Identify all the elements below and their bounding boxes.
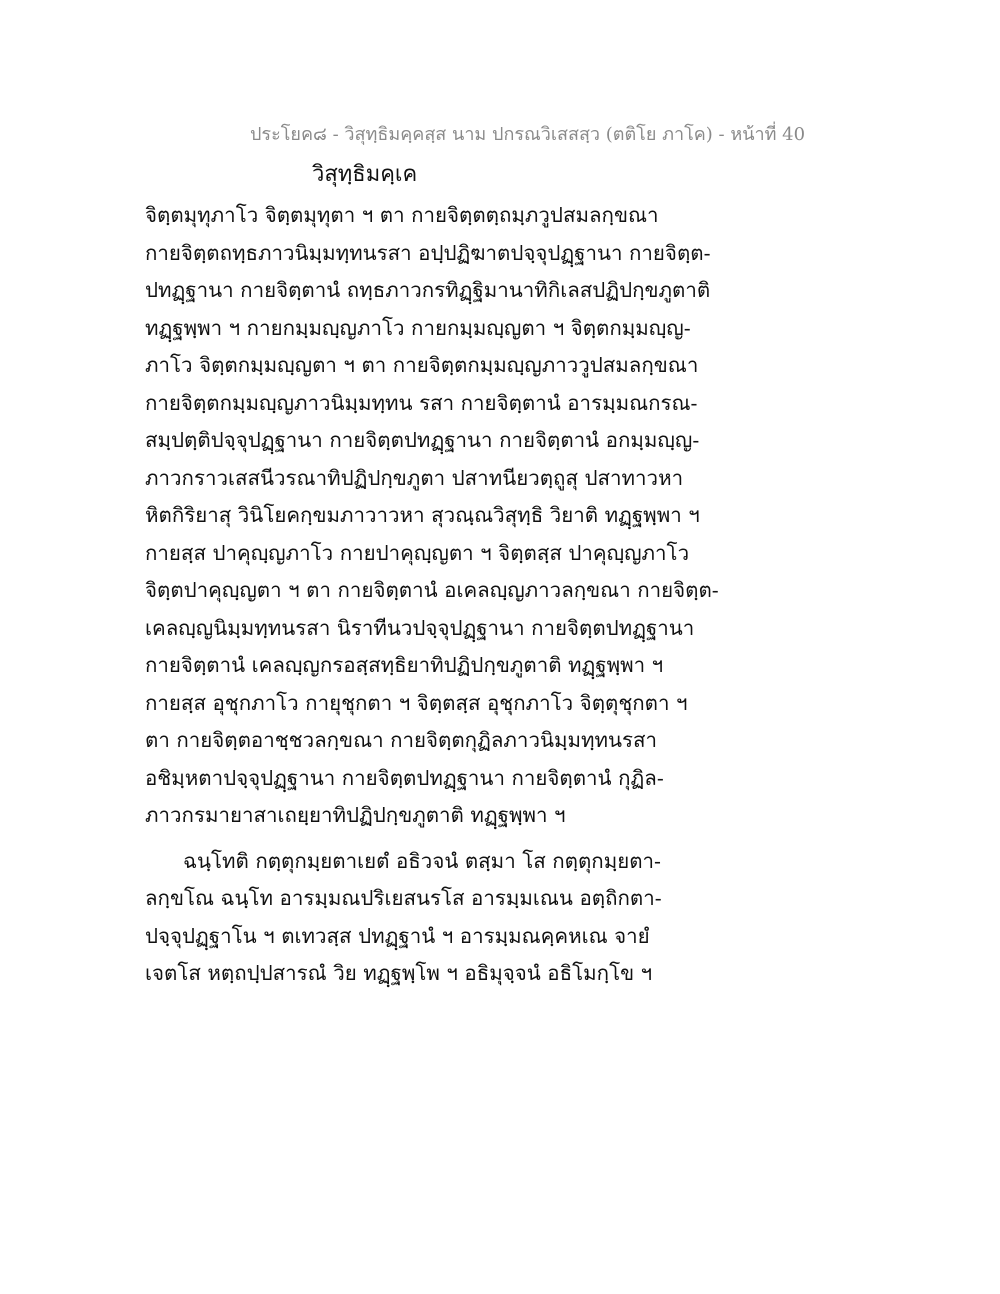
text-line: กายสฺส ปาคุญฺญภาโว กายปาคุญฺญตา ฯ จิตฺตสฺส ปาคุญฺญภาโว bbox=[145, 540, 690, 565]
text-line: ภาวกรมายาสาเถยฺยาทิปฏิปกฺขภูตาติ ทฏฺฐพฺพา ฯ bbox=[145, 803, 566, 827]
text-line: ฉนฺโทติ กตฺตุกมฺยตาเยตํ อธิวจนํ ตสฺมา โส กตฺตุกมฺยตา- bbox=[183, 848, 661, 873]
text-line: ปทฏฺฐานา กายจิตฺตานํ ถทฺธภาวกรทิฏฺฐิมานาทิกิเลสปฏิปกฺขภูตาติ bbox=[145, 278, 711, 302]
text-line: ตา กายจิตฺตอาชฺชวลกฺขณา กายจิตฺตกุฏิลภาวนิมฺมทฺทนรสา bbox=[145, 728, 658, 752]
section-title: วิสุทฺธิมคฺเค bbox=[312, 162, 418, 187]
text-line: ลกฺขโณ ฉนฺโท อารมฺมณปริเยสนรโส อารมฺมเณน อตฺถิกตา- bbox=[145, 886, 662, 910]
text-line: กายจิตฺตถทฺธภาวนิมฺมทฺทนรสา อปฺปฏิฆาตปจฺจุปฏฺฐานา กายจิตฺต- bbox=[145, 240, 711, 265]
text-line: ภาวกราวเสสนีวรณาทิปฏิปกฺขภูตา ปสาทนียวตฺถูสุ ปสาทาวหา bbox=[145, 465, 684, 490]
text-line: ปจฺจุปฏฺฐาโน ฯ ตเทวสฺส ปทฏฺฐานํ ฯ อารมฺมณคฺคหเณ จายํ bbox=[145, 923, 650, 948]
text-line: จิตฺตปาคุญฺญตา ฯ ตา กายจิตฺตานํ อเคลญฺญภาวลกฺขณา กายจิตฺต- bbox=[145, 578, 719, 602]
text-line: เคลญฺญนิมฺมทฺทนรสา นิราทีนวปจฺจุปฏฺฐานา กายจิตฺตปทฏฺฐานา bbox=[145, 615, 695, 640]
body-text bbox=[145, 197, 719, 993]
text-line: กายสฺส อุชุกภาโว กายุชุกตา ฯ จิตฺตสฺส อุชุกภาโว จิตฺตุชุกตา ฯ bbox=[145, 690, 688, 715]
text-line: หิตกิริยาสุ วินิโยคกฺขมภาวาวหา สุวณฺณวิสุทฺธิ วิยาติ ทฏฺฐพฺพา ฯ bbox=[145, 503, 700, 527]
text-line: ภาโว จิตฺตกมฺมญฺญตา ฯ ตา กายจิตฺตกมฺมญฺญภาววูปสมลกฺขณา bbox=[145, 353, 699, 377]
text-line: สมฺปตฺติปจฺจุปฏฺฐานา กายจิตฺตปทฏฺฐานา กายจิตฺตานํ อกมฺมญฺญ- bbox=[145, 428, 700, 452]
paragraph-1 bbox=[145, 197, 719, 835]
text-line: เจตโส หตฺถปฺปสารณํ วิย ทฏฺฐพฺโพ ฯ อธิมุจฺจนํ อธิโมกฺโข ฯ bbox=[145, 961, 653, 985]
text-line: จิตฺตมุทุภาโว จิตฺตมุทุตา ฯ ตา กายจิตฺตตฺถมฺภวูปสมลกฺขณา bbox=[145, 203, 659, 227]
paragraph-2 bbox=[145, 843, 685, 993]
text-line: กายจิตฺตกมฺมญฺญภาวนิมฺมทฺทน รสา กายจิตฺตานํ อารมฺมณกรณ- bbox=[145, 390, 698, 415]
running-header: ประโยค๘ - วิสุทฺธิมคฺคสฺส นาม ปกรณวิเสสสฺว (ตติโย ภาโค) - หน้าที่ 40 bbox=[250, 124, 806, 145]
text-line: กายจิตฺตานํ เคลญฺญกรอสฺสทฺธิยาทิปฏิปกฺขภูตาติ ทฏฺฐพฺพา ฯ bbox=[145, 653, 664, 677]
text-line: อชิมฺหตาปจฺจุปฏฺฐานา กายจิตฺตปทฏฺฐานา กายจิตฺตานํ กุฏิล- bbox=[145, 765, 664, 790]
text-line: ทฏฺฐพฺพา ฯ กายกมฺมญฺญภาโว กายกมฺมญฺญตา ฯ จิตฺตกมฺมญฺญ- bbox=[145, 315, 691, 340]
